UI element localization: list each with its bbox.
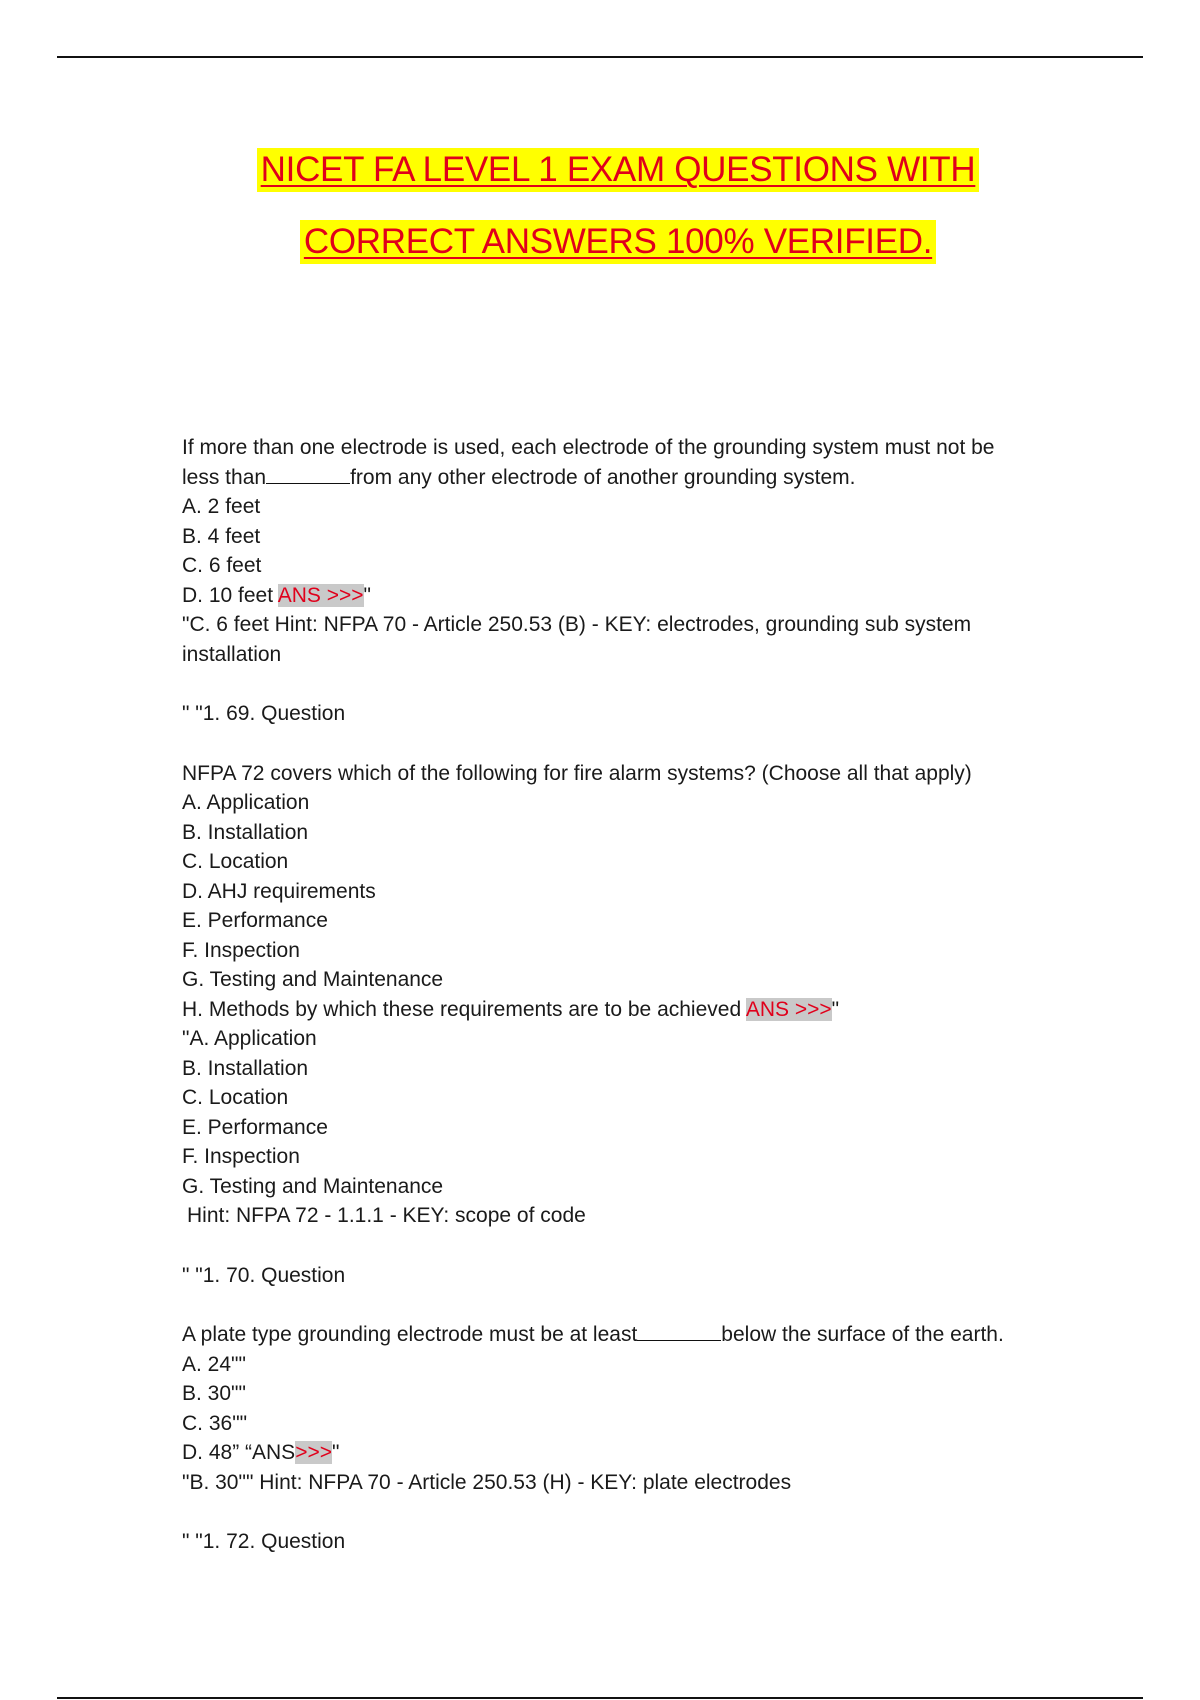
question-label: " "1. 70. Question: [182, 1263, 346, 1287]
option: E. Performance: [182, 909, 328, 932]
answer-text: E. Performance: [182, 1115, 328, 1139]
title-line-2: CORRECT ANSWERS 100% VERIFIED.: [300, 220, 936, 264]
answer-marker: >>>: [295, 1441, 332, 1464]
title-line-1: NICET FA LEVEL 1 EXAM QUESTIONS WITH: [257, 148, 980, 192]
answer-text: G. Testing and Maintenance: [182, 1174, 444, 1198]
question-block: [182, 759, 1032, 1321]
question-block: [182, 1320, 1032, 1557]
answer-marker: ANS >>>: [277, 583, 364, 607]
header-rule: [57, 56, 1143, 58]
option: D. 48” “ANS>>>": [182, 1441, 340, 1464]
option: F. Inspection: [182, 938, 300, 962]
option: A. 2 feet: [182, 495, 261, 518]
option: B. 30"": [182, 1382, 246, 1405]
answer-text: F. Inspection: [182, 1145, 300, 1168]
fill-in-blank: [266, 463, 350, 484]
question-label: " "1. 72. Question: [182, 1530, 346, 1553]
fill-in-blank: [637, 1320, 721, 1341]
document-title: [0, 148, 1200, 264]
hint-text: Hint: NFPA 72 - 1.1.1 - KEY: scope of code: [187, 1204, 586, 1227]
option: C. Location: [182, 850, 289, 873]
answer-text: B. Installation: [182, 1056, 309, 1080]
option: C. 36"": [182, 1411, 248, 1435]
question-stem: A plate type grounding electrode must be at least below the surface of the earth.: [182, 1320, 1032, 1350]
option: A. Application: [182, 791, 310, 814]
option: D. 10 feet ANS >>>": [182, 583, 372, 607]
option: B. Installation: [182, 820, 309, 844]
question-stem: NFPA 72 covers which of the following for fire alarm systems? (Choose all that apply): [182, 761, 972, 785]
question-block: [182, 433, 1032, 759]
answer-text: C. Location: [182, 1086, 289, 1109]
option: B. 4 feet: [182, 524, 261, 548]
question-stem: If more than one electrode is used, each electrode of the grounding system must not be less than from any other electrode of another grounding system.: [182, 436, 1001, 489]
question-list: [182, 433, 1032, 1557]
footer-rule: [57, 1697, 1143, 1699]
answer-text: "B. 30"" Hint: NFPA 70 - Article 250.53 (H) - KEY: plate electrodes: [182, 1470, 792, 1494]
option: G. Testing and Maintenance: [182, 968, 444, 991]
answer-marker: ANS >>>: [745, 997, 832, 1021]
question-label: " "1. 69. Question: [182, 702, 346, 725]
option: H. Methods by which these requirements are to be achieved ANS >>>": [182, 997, 840, 1021]
answer-text: "A. Application: [182, 1027, 317, 1050]
option: D. AHJ requirements: [182, 879, 376, 903]
option: A. 24"": [182, 1352, 246, 1376]
option: C. 6 feet: [182, 554, 262, 577]
answer-text: "C. 6 feet Hint: NFPA 70 - Article 250.53 (B) - KEY: electrodes, grounding sub system installation: [182, 613, 977, 666]
